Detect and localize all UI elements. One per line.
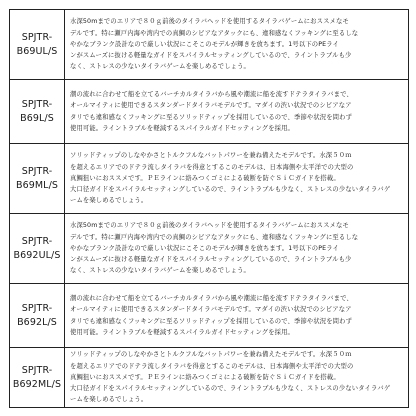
- description-line: オールマイティに使用できるスタンダードタイラバモデルです。マダイの渋い状況でのシビアなア: [70, 306, 352, 314]
- description-line: 水深50mまでのエリアで８０ｇ前後のタイラバヘッドを使用するタイラバゲームにおススメなモ: [70, 222, 349, 230]
- description-line: 大口径ガイドをスパイラルセッティングしているので、ライントラブルも少なく、ストレスの少ないタイラバゲ: [70, 186, 391, 194]
- description-line: ンがスムーズに抜ける軽量なガイドをスパイラルセッティングしているので、ライントラブルも少: [70, 256, 352, 264]
- description-line: オールマイティに使用できるスタンダードタイラバモデルです。マダイの渋い状況でのシビアなア: [70, 102, 352, 110]
- description-line: デルです。特に瀬戸内海や湾内での真鯛のシビアなアタックにも、違和感なくフッキングに至るしな: [70, 233, 359, 241]
- spec-row: [10, 80, 409, 144]
- description-line: 水深50mまでのエリアで８０ｇ前後のタイラバヘッドを使用するタイラバゲームにおススメなモ: [70, 18, 349, 26]
- model-name-line: B692L/S: [17, 316, 57, 328]
- description-line: ンがスムーズに抜ける軽量なガイドをスパイラルセッティングしているので、ライントラブルも少: [70, 52, 352, 60]
- model-name-line: B69L/S: [20, 112, 54, 124]
- description-line: なく、ストレスの少ないタイラバゲームを楽しめるでしょう。: [70, 63, 251, 71]
- model-name-line: SPJTR-: [21, 364, 53, 376]
- model-name-cell: [10, 80, 65, 144]
- model-name-line: SPJTR-: [21, 235, 53, 247]
- description-line: 真鯛狙いにおススメです。ＰＥラインに絡みつくゴミによる破断を防ぐＳｉＣガイドを搭載。: [70, 373, 340, 381]
- description-line: を超えるエリアでのドテラ流しタイラバを得意とするこのモデルは、日本海側や太平洋での大型の: [70, 362, 354, 370]
- description-line: 使用可能。ライントラブルを軽減するスパイラルガイドセッティングを採用。: [70, 328, 295, 336]
- model-name-line: B69UL/S: [16, 45, 58, 57]
- model-name-line: B692ML/S: [12, 378, 62, 390]
- spec-table-body: [10, 10, 409, 408]
- model-description-cell: [65, 284, 409, 348]
- spec-row: [10, 144, 409, 214]
- model-name-cell: [10, 284, 65, 348]
- model-name-line: SPJTR-: [21, 165, 53, 177]
- model-name-cell: [10, 144, 65, 214]
- model-name-cell: [10, 214, 65, 284]
- description-line: 大口径ガイドをスパイラルセッティングしているので、ライントラブルも少なく、ストレスの少ないタイラバゲ: [70, 385, 391, 393]
- description-line: タリでも違和感なくフッキングに至るソリッドティップを採用しているので、季節や状況を問わず: [70, 113, 353, 121]
- description-line: デルです。特に瀬戸内海や湾内での真鯛のシビアなアタックにも、違和感なくフッキングに至るしな: [70, 29, 359, 37]
- description-line: やかなブランク設計なので厳しい状況にこそこのモデルが輝きを放ちます。1号以下のPEライ: [70, 244, 339, 252]
- spec-row: [10, 348, 409, 408]
- description-line: 使用可能。ライントラブルを軽減するスパイラルガイドセッティングを採用。: [70, 124, 295, 132]
- description-line: ソリッドティップのしなやかさとトルクフルなバットパワーを兼ね備えたモデルです。水深５０ｍ: [70, 351, 352, 359]
- model-name-line: SPJTR-: [21, 31, 53, 43]
- description-line: 潮の流れに合わせて船を立てるバーチカルタイラバから風や潮流に船を流すドテラタイラバまで、: [70, 295, 353, 303]
- description-line: 真鯛狙いにおススメです。ＰＥラインに絡みつくゴミによる破断を防ぐＳｉＣガイドを搭載。: [70, 174, 340, 182]
- model-name-line: SPJTR-: [21, 302, 53, 314]
- model-description-cell: [65, 214, 409, 284]
- model-name-cell: [10, 348, 65, 408]
- model-name-cell: [10, 10, 65, 80]
- description-line: ソリッドティップのしなやかさとトルクフルなバットパワーを兼ね備えたモデルです。水深５０ｍ: [70, 152, 352, 160]
- description-line: タリでも違和感なくフッキングに至るソリッドティップを採用しているので、季節や状況を問わず: [70, 317, 353, 325]
- description-line: なく、ストレスの少ないタイラバゲームを楽しめるでしょう。: [70, 267, 251, 275]
- description-line: 潮の流れに合わせて船を立てるバーチカルタイラバから風や潮流に船を流すドテラタイラバまで、: [70, 91, 353, 99]
- spec-row: [10, 214, 409, 284]
- description-line: ームを楽しめるでしょう。: [70, 197, 148, 205]
- model-name-line: SPJTR-: [21, 98, 53, 110]
- description-line: やかなブランク設計なので厳しい状況にこそこのモデルが輝きを放ちます。1号以下のPEライ: [70, 40, 339, 48]
- model-name-line: B69ML/S: [15, 179, 59, 191]
- model-description-cell: [65, 80, 409, 144]
- model-description-cell: [65, 10, 409, 80]
- description-line: を超えるエリアでのドテラ流しタイラバを得意とするこのモデルは、日本海側や太平洋での大型の: [70, 163, 354, 171]
- model-description-cell: [65, 348, 409, 408]
- model-description-cell: [65, 144, 409, 214]
- spec-row: [10, 10, 409, 80]
- model-name-line: B692UL/S: [13, 249, 61, 261]
- spec-row: [10, 284, 409, 348]
- rod-spec-table: [9, 9, 409, 408]
- description-line: ームを楽しめるでしょう。: [70, 396, 148, 404]
